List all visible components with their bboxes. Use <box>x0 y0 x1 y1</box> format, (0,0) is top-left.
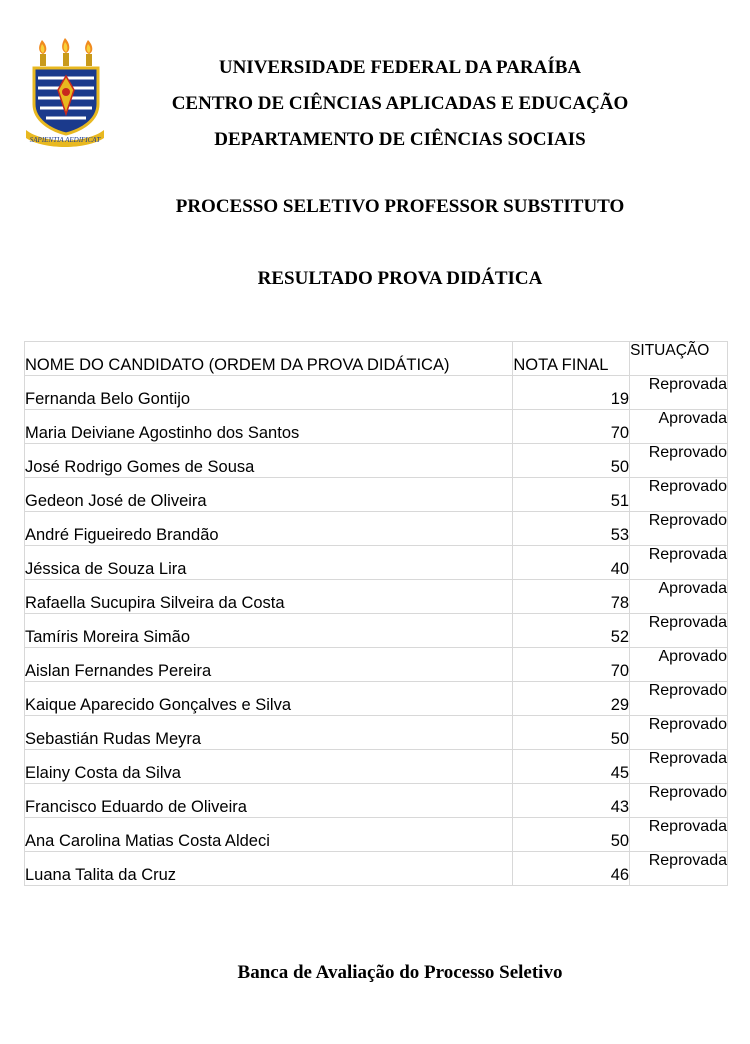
final-grade: 50 <box>513 818 630 852</box>
table-header-row <box>25 342 728 376</box>
result-title: RESULTADO PROVA DIDÁTICA <box>257 268 543 289</box>
status: Reprovada <box>630 614 728 648</box>
table-row <box>25 784 728 818</box>
status: Aprovada <box>630 580 728 614</box>
final-grade: 46 <box>513 852 630 886</box>
crest-motto-text: SAPIENTIA AEDIFICAT <box>29 136 101 144</box>
candidate-name: Kaique Aparecido Gonçalves e Silva <box>25 682 513 716</box>
final-grade: 53 <box>513 512 630 546</box>
final-grade: 51 <box>513 478 630 512</box>
status: Reprovado <box>630 512 728 546</box>
status: Reprovado <box>630 784 728 818</box>
table-row <box>25 410 728 444</box>
table-row <box>25 818 728 852</box>
header-candidate-name: NOME DO CANDIDATO (ORDEM DA PROVA DIDÁTICA) <box>25 342 513 376</box>
table-row <box>25 580 728 614</box>
candidate-name: André Figueiredo Brandão <box>25 512 513 546</box>
table-row <box>25 716 728 750</box>
final-grade: 52 <box>513 614 630 648</box>
final-grade: 29 <box>513 682 630 716</box>
table-row <box>25 376 728 410</box>
table-row <box>25 444 728 478</box>
candidate-name: Elainy Costa da Silva <box>25 750 513 784</box>
candidate-name: Fernanda Belo Gontijo <box>25 376 513 410</box>
final-grade: 40 <box>513 546 630 580</box>
university-crest-logo <box>24 34 106 148</box>
candidate-name: Aislan Fernandes Pereira <box>25 648 513 682</box>
table-row <box>25 614 728 648</box>
final-grade: 50 <box>513 444 630 478</box>
status: Reprovado <box>630 682 728 716</box>
final-grade: 50 <box>513 716 630 750</box>
candidate-name: Rafaella Sucupira Silveira da Costa <box>25 580 513 614</box>
evaluation-board-signature: Banca de Avaliação do Processo Seletivo <box>237 962 563 983</box>
candidate-name: Luana Talita da Cruz <box>25 852 513 886</box>
status: Reprovado <box>630 478 728 512</box>
status: Aprovada <box>630 410 728 444</box>
department-name: DEPARTAMENTO DE CIÊNCIAS SOCIAIS <box>214 129 586 150</box>
header-final-grade: NOTA FINAL <box>513 342 630 376</box>
final-grade: 78 <box>513 580 630 614</box>
candidate-name: Tamíris Moreira Simão <box>25 614 513 648</box>
candidate-name: José Rodrigo Gomes de Sousa <box>25 444 513 478</box>
table-row <box>25 512 728 546</box>
candidate-name: Sebastián Rudas Meyra <box>25 716 513 750</box>
candidate-name: Jéssica de Souza Lira <box>25 546 513 580</box>
university-name: UNIVERSIDADE FEDERAL DA PARAÍBA <box>218 57 582 78</box>
process-title: PROCESSO SELETIVO PROFESSOR SUBSTITUTO <box>175 196 625 217</box>
header-status: SITUAÇÃO <box>630 342 728 376</box>
center-name: CENTRO DE CIÊNCIAS APLICADAS E EDUCAÇÃO <box>171 93 629 114</box>
status: Reprovada <box>630 376 728 410</box>
candidate-name: Francisco Eduardo de Oliveira <box>25 784 513 818</box>
status: Reprovado <box>630 716 728 750</box>
status: Reprovada <box>630 818 728 852</box>
status: Reprovada <box>630 546 728 580</box>
status: Reprovada <box>630 852 728 886</box>
candidate-name: Maria Deiviane Agostinho dos Santos <box>25 410 513 444</box>
candidate-name: Ana Carolina Matias Costa Aldeci <box>25 818 513 852</box>
final-grade: 70 <box>513 410 630 444</box>
candidate-name: Gedeon José de Oliveira <box>25 478 513 512</box>
table-row <box>25 478 728 512</box>
status: Aprovado <box>630 648 728 682</box>
table-row <box>25 750 728 784</box>
institution-header <box>110 50 690 158</box>
final-grade: 19 <box>513 376 630 410</box>
final-grade: 43 <box>513 784 630 818</box>
table-row <box>25 682 728 716</box>
final-grade: 45 <box>513 750 630 784</box>
final-grade: 70 <box>513 648 630 682</box>
status: Reprovado <box>630 444 728 478</box>
table-row <box>25 852 728 886</box>
results-table <box>24 341 728 886</box>
status: Reprovada <box>630 750 728 784</box>
table-row <box>25 546 728 580</box>
torch-icon <box>39 38 92 66</box>
table-row <box>25 648 728 682</box>
